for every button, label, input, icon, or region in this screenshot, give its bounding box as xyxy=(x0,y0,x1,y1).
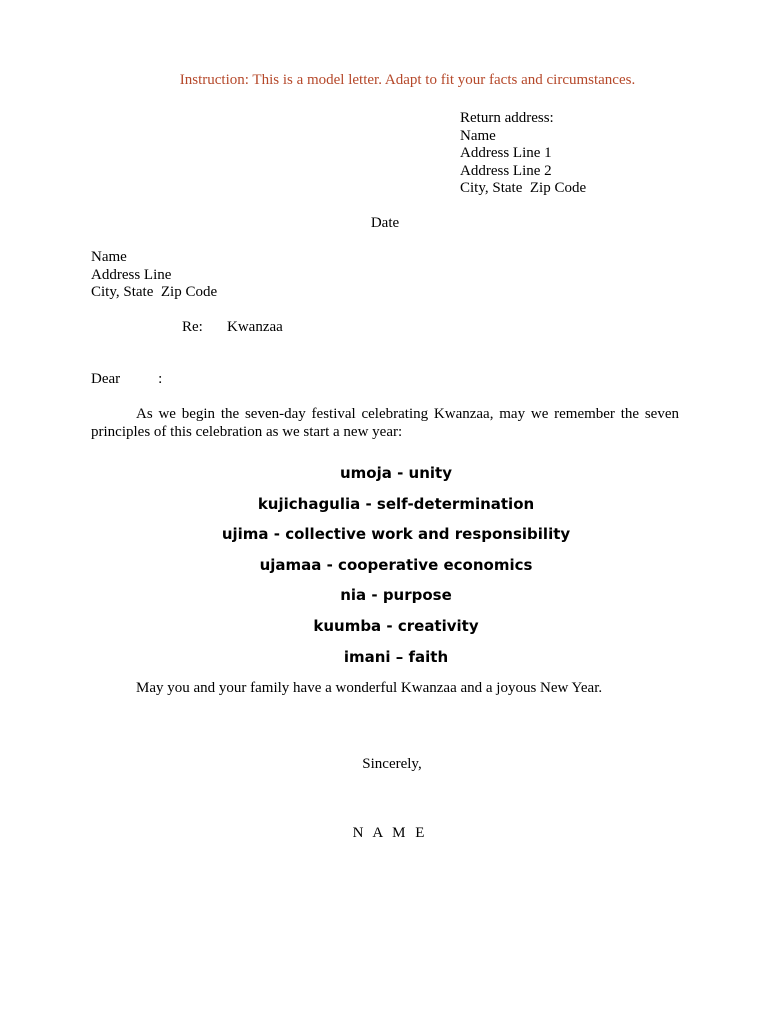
closing-wish: May you and your family have a wonderful Kwanzaa and a joyous New Year. xyxy=(136,680,603,696)
salutation-colon: : xyxy=(158,371,163,387)
letter-date: Date xyxy=(370,215,400,231)
principle-item: imani – faith xyxy=(343,647,449,666)
return-address-line-2: Address Line 2 xyxy=(460,162,552,179)
return-address-heading: Return address: xyxy=(460,110,554,126)
principle-item: kuumba - creativity xyxy=(313,616,479,635)
instruction-note: Instruction: This is a model letter. Adapt to fit your facts and circumstances. xyxy=(179,72,636,88)
principle-item: ujima - collective work and responsibility xyxy=(221,525,571,544)
principle-item: nia - purpose xyxy=(340,586,452,605)
principles-list xyxy=(0,462,770,676)
principle-item: ujamaa - cooperative economics xyxy=(259,555,533,574)
salutation-word: Dear xyxy=(91,371,121,387)
return-address-city-state-zip: City, State Zip Code xyxy=(460,180,587,196)
recipient-address-line: Address Line xyxy=(91,266,172,283)
subject-text: Kwanzaa xyxy=(227,319,283,335)
return-address-name: Name xyxy=(460,127,496,144)
return-address-line-1: Address Line 1 xyxy=(460,145,552,161)
recipient-address-block xyxy=(91,249,217,302)
complimentary-close: Sincerely, xyxy=(362,756,422,772)
subject-label: Re: xyxy=(182,319,203,335)
recipient-city-state-zip: City, State Zip Code xyxy=(91,284,218,300)
principle-item: umoja - unity xyxy=(340,464,452,482)
return-address-block xyxy=(460,110,586,198)
subject-line xyxy=(182,319,283,336)
principle-item: kujichagulia - self-determination xyxy=(257,494,535,513)
intro-paragraph: As we begin the seven-day festival celebrating Kwanzaa, may we remember the seven principles of this celebration as we start a new year: xyxy=(91,406,679,440)
salutation xyxy=(91,371,162,388)
recipient-name: Name xyxy=(91,249,127,265)
signature-name: N A M E xyxy=(352,825,428,841)
